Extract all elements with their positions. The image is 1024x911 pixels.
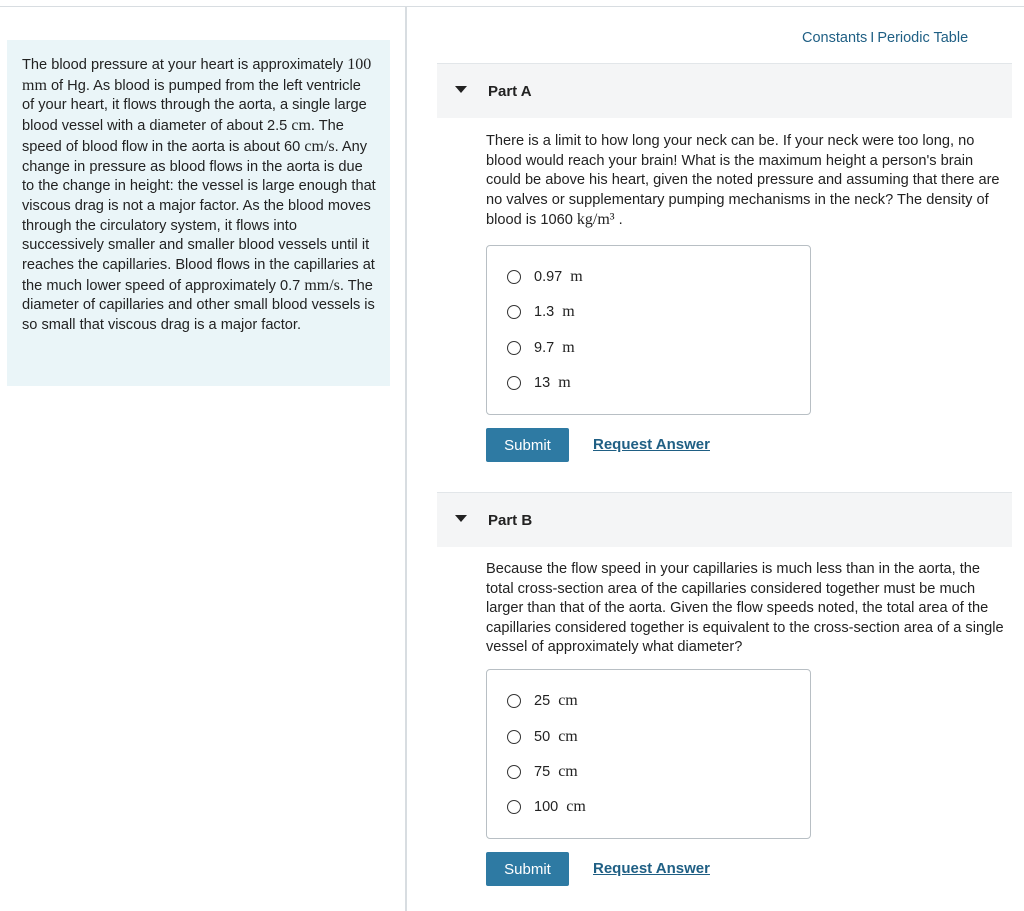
resource-links — [802, 30, 968, 46]
choice-value: 100 — [534, 799, 559, 815]
intro-text-5: . The diameter of capillaries and other small blood vessels is so small that viscous drag is a major factor. — [22, 277, 375, 334]
part-a-choice-1[interactable] — [507, 268, 583, 286]
choice-unit: m — [562, 339, 575, 356]
part-b-request-answer-link[interactable]: Request Answer — [593, 860, 710, 877]
part-a-question-end: . — [614, 212, 623, 229]
choice-value: 75 — [534, 764, 551, 780]
radio-button-icon[interactable] — [507, 765, 521, 779]
part-b-choices — [486, 669, 811, 839]
part-a-header[interactable] — [437, 63, 1012, 118]
choice-unit: cm — [558, 728, 578, 745]
intro-math-4: mm/s — [304, 276, 340, 294]
constants-link[interactable]: Constants — [802, 30, 868, 46]
choice-unit: cm — [558, 692, 578, 709]
choice-unit: m — [570, 268, 583, 285]
caret-down-icon — [455, 86, 467, 93]
caret-down-icon — [455, 515, 467, 522]
part-b-choice-3[interactable] — [507, 763, 578, 781]
intro-math-1: 100 mm — [22, 56, 372, 94]
radio-button-icon[interactable] — [507, 270, 521, 284]
part-a-choice-3[interactable] — [507, 339, 575, 357]
part-a-choice-4[interactable] — [507, 374, 571, 392]
intro-text-2: of Hg. As blood is pumped from the left ventricle of your heart, it flows through the aorta, a single large blood vessel with a diameter of about 2.5 — [22, 77, 367, 135]
part-a-title: Part A — [488, 82, 532, 100]
part-b-choice-2[interactable] — [507, 728, 578, 746]
part-b-title: Part B — [488, 511, 533, 529]
part-a-request-answer-link[interactable]: Request Answer — [593, 436, 710, 453]
part-b-submit-button[interactable]: Submit — [486, 852, 569, 886]
part-b-question: Because the flow speed in your capillaries is much less than in the aorta, the total cross-section area of the capillaries considered together must be much larger than that of the aorta. Given the flow speeds noted, the total area of the capillaries considered together is equivalent to the cross-section area of a single vessel of approximately what diameter? — [486, 561, 1004, 656]
radio-button-icon[interactable] — [507, 305, 521, 319]
choice-unit: cm — [566, 798, 586, 815]
intro-text-1: The blood pressure at your heart is approximately — [22, 57, 348, 73]
part-b-choice-1[interactable] — [507, 692, 578, 710]
periodic-table-link[interactable]: Periodic Table — [877, 30, 969, 46]
intro-math-2: cm — [291, 117, 311, 135]
choice-value: 1.3 — [534, 304, 555, 320]
part-b-choice-4[interactable] — [507, 798, 586, 816]
choice-value: 13 — [534, 375, 551, 391]
part-a-question-unit: kg/m³ — [576, 211, 615, 229]
radio-button-icon[interactable] — [507, 800, 521, 814]
radio-button-icon[interactable] — [507, 376, 521, 390]
radio-button-icon[interactable] — [507, 730, 521, 744]
part-a-choice-2[interactable] — [507, 303, 575, 321]
part-a-question — [486, 132, 1008, 231]
choice-unit: cm — [558, 763, 578, 780]
intro-text-4: . Any change in pressure as blood flows in the aorta is due to the change in height: the vessel is large enough that viscous drag is not a major factor. As the blood moves through the circulatory system, it flows into successively smaller and smaller blood vessels until it reaches the capillaries. Blood flows in the capillaries at the much lower speed of approximately 0.7 — [22, 138, 376, 294]
part-a-submit-button[interactable]: Submit — [486, 428, 569, 462]
intro-text-3: . The speed of blood flow in the aorta is about 60 — [22, 118, 344, 155]
choice-unit: m — [558, 374, 571, 391]
choice-value: 0.97 — [534, 269, 563, 285]
intro-math-3: cm/s — [304, 137, 335, 155]
choice-value: 25 — [534, 693, 551, 709]
part-a-choices — [486, 245, 811, 415]
problem-intro-panel — [7, 40, 390, 386]
choice-unit: m — [562, 303, 575, 320]
column-divider — [405, 6, 407, 911]
choice-value: 50 — [534, 729, 551, 745]
choice-value: 9.7 — [534, 340, 555, 356]
part-a-question-text: There is a limit to how long your neck can be. If your neck were too long, no blood would reach your brain! What is the maximum height a person's brain could be above his heart, given the noted pressure and assuming that there are no valves or supplementary pumping mechanisms in the neck? The density of blood is 1060 — [486, 133, 1000, 229]
radio-button-icon[interactable] — [507, 694, 521, 708]
part-b-header[interactable] — [437, 492, 1012, 547]
radio-button-icon[interactable] — [507, 341, 521, 355]
top-rule — [0, 6, 1024, 7]
link-separator: I — [870, 30, 875, 46]
